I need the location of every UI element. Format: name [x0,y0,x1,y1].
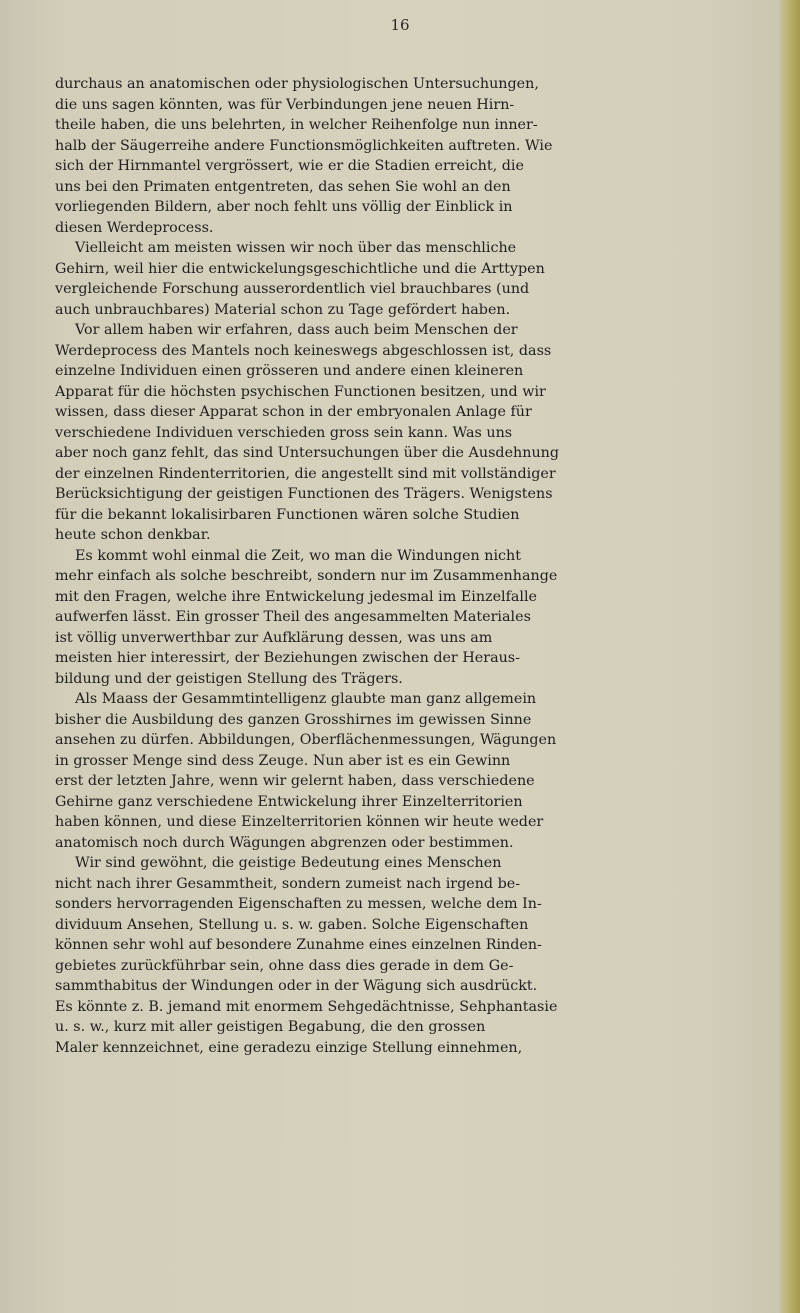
text-line: einzelne Individuen einen grösseren und andere einen kleineren [55,363,524,379]
text-line: uns bei den Primaten entgentreten, das sehen Sie wohl an den [55,178,511,195]
text-line: Maler kennzeichnet, eine geradezu einzige Stellung einnehmen, [55,1039,523,1056]
text-line: auch unbrauchbares) Material schon zu Tage gefördert haben. [55,301,511,318]
text-line: nicht nach ihrer Gesammtheit, sondern zumeist nach irgend be- [55,875,521,892]
text-line: bildung und der geistigen Stellung des Trägers. [55,670,403,687]
text-line: anatomisch noch durch Wägungen abgrenzen oder bestimmen. [55,834,514,851]
text-line: Apparat für die höchsten psychischen Functionen besitzen, und wir [55,383,546,400]
text-line: ansehen zu dürfen. Abbildungen, Oberflächenmessungen, Wägungen [55,732,557,748]
text-line: gebietes zurückführbar sein, ohne dass dies gerade in dem Ge- [55,957,514,974]
text-line: mehr einfach als solche beschreibt, sondern nur im Zusammenhange [55,568,558,584]
text-line: dividuum Ansehen, Stellung u. s. w. gaben. Solche Eigenschaften [55,916,529,933]
text-line: Es kommt wohl einmal die Zeit, wo man die Windungen nicht [75,547,521,564]
page-edge [780,0,800,1313]
text-line: theile haben, die uns belehrten, in welcher Reihenfolge nun inner- [55,117,538,133]
text-line: können sehr wohl auf besondere Zunahme eines einzelnen Rinden- [55,937,542,953]
text-line: ist völlig unverwerthbar zur Aufklärung dessen, was uns am [55,629,493,646]
text-line: vorliegenden Bildern, aber noch fehlt uns völlig der Einblick in [55,199,513,215]
text-line: sammthabitus der Windungen oder in der Wägung sich ausdrückt. [55,978,538,994]
text-line: meisten hier interessirt, der Beziehungen zwischen der Heraus- [55,650,520,666]
text-line: der einzelnen Rindenterritorien, die angestellt sind mit vollständiger [55,465,556,482]
text-line: heute schon denkbar. [55,527,211,543]
text-line: für die bekannt lokalisirbaren Functionen wären solche Studien [55,506,520,523]
text-line: u. s. w., kurz mit aller geistigen Begabung, die den grossen [55,1019,486,1035]
text-line: erst der letzten Jahre, wenn wir gelernt haben, dass verschiedene [55,773,535,789]
text-line: Es könnte z. B. jemand mit enormem Sehgedächtnisse, Sehphantasie [55,998,558,1015]
text-line: Als Maass der Gesammtintelligenz glaubte man ganz allgemein [75,691,537,707]
body-text [55,74,775,1234]
text-line: halb der Säugerreihe andere Functionsmöglichkeiten auftreten. Wie [55,137,553,154]
text-line: Berücksichtigung der geistigen Functionen des Trägers. Wenigstens [55,486,553,502]
text-line: verschiedene Individuen verschieden gross sein kann. Was uns [55,424,513,441]
text-line: Gehirn, weil hier die entwickelungsgeschichtliche und die Arttypen [55,260,545,277]
text-line: sich der Hirnmantel vergrössert, wie er die Stadien erreicht, die [55,158,524,174]
text-line: die uns sagen könnten, was für Verbindungen jene neuen Hirn- [55,96,515,113]
text-line: bisher die Ausbildung des ganzen Grosshirnes im gewissen Sinne [55,711,532,728]
text-line: Wir sind gewöhnt, die geistige Bedeutung eines Menschen [75,855,502,871]
text-line: aber noch ganz fehlt, das sind Untersuchungen über die Ausdehnung [55,445,560,461]
text-line: Gehirne ganz verschiedene Entwickelung ihrer Einzelterritorien [55,793,523,810]
text-line: haben können, und diese Einzelterritorien können wir heute weder [55,814,544,830]
text-line: durchaus an anatomischen oder physiologischen Untersuchungen, [55,76,539,92]
text-line: mit den Fragen, welche ihre Entwickelung jedesmal im Einzelfalle [55,588,538,605]
text-line: Vor allem haben wir erfahren, dass auch beim Menschen der [75,322,518,338]
text-line: vergleichende Forschung ausserordentlich viel brauchbares (und [55,281,530,297]
text-line: diesen Werdeprocess. [55,219,214,236]
text-line: Werdeprocess des Mantels noch keineswegs abgeschlossen ist, dass [55,342,552,359]
page-number: 16 [390,16,410,34]
text-line: wissen, dass dieser Apparat schon in der embryonalen Anlage für [55,404,532,420]
text-line: sonders hervorragenden Eigenschaften zu messen, welche dem In- [55,896,542,912]
text-line: Vielleicht am meisten wissen wir noch über das menschliche [75,240,517,256]
text-line: aufwerfen lässt. Ein grosser Theil des angesammelten Materiales [55,609,531,625]
text-line: in grosser Menge sind dess Zeuge. Nun aber ist es ein Gewinn [55,752,511,769]
